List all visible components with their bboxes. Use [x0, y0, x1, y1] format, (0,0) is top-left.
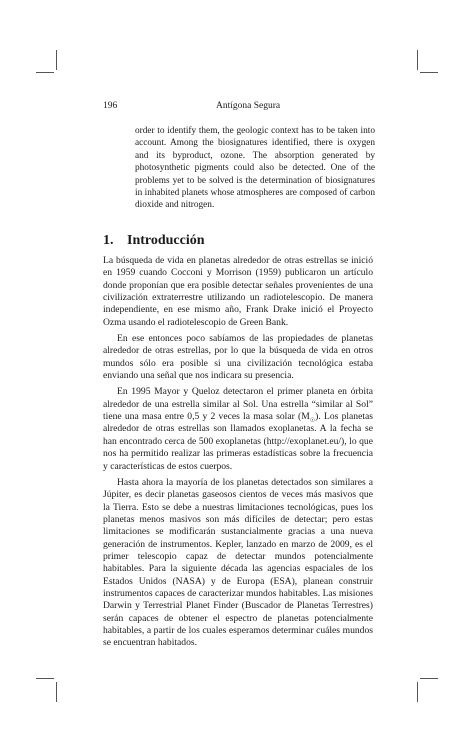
- crop-mark: [420, 678, 438, 679]
- crop-mark: [56, 682, 57, 702]
- body-text: [103, 255, 373, 654]
- paragraph: [103, 386, 373, 472]
- crop-mark: [56, 50, 57, 70]
- abstract-text: order to identify them, the geologic context has to be taken into account. Among the biosignatures identified, there is oxygen and its byproduct, ozone. The absorption generated by photosynthetic pigments could also be detected. One of the problems yet to be solved is the determination of biosignatures in inhabited planets whose atmospheres are composed of carbon dioxide and nitrogen.: [135, 126, 375, 211]
- section-title: Introducción: [127, 233, 205, 248]
- running-head-author: Antígona Segura: [216, 101, 281, 111]
- paragraph-text: En 1995 Mayor y Queloz detectaron el primer planeta en órbita alrededor de una estrella similar al Sol. Una estrella “similar al Sol” tiene una masa entre 0,5 y 2 veces la masa solar (M: [103, 386, 373, 423]
- crop-mark: [417, 50, 418, 70]
- paragraph: La búsqueda de vida en planetas alrededor de otras estrellas se inició en 1959 cuando Cocconi y Morrison (1959) publicaron un artículo donde proponían que era posible detectar señales provenientes de una civilización extraterrestre utilizando un radiotelescopio. De manera independiente, en ese mismo año, Frank Drake inició el Proyecto Ozma usando el radiotelescopio de Green Bank.: [103, 255, 373, 328]
- crop-mark: [36, 72, 54, 73]
- paragraph-text: ). Los planetas alrededor de otras estrellas son llamados exoplanetas. A la fecha se han encontrado cerca de 500 exoplanetas (http://exoplanet.eu/), lo que nos ha permitido realizar las primeras estadísticas sobre la frecuencia y características de estos cuerpos.: [103, 411, 374, 472]
- section-heading: [103, 233, 205, 249]
- paragraph: En ese entonces poco sabíamos de las propiedades de planetas alrededor de otras estrellas, por lo que la búsqueda de vida en otros mundos sólo era posible si una civilización tecnológica estaba enviando una señal que nos indicara su presencia.: [103, 333, 373, 382]
- section-number: 1.: [103, 233, 114, 248]
- crop-mark: [36, 678, 54, 679]
- crop-mark: [420, 72, 438, 73]
- paragraph: Hasta ahora la mayoría de los planetas detectados son similares a Júpiter, es decir planetas gaseosos cientos de veces más masivos que la Tierra. Esto se debe a nuestras limitaciones tecnológicas, pues los planetas menos masivos son más difíciles de detectar; pero estas limitaciones se modificarán sustancialmente gracias a una nueva generación de instrumentos. Kepler, lanzado en marzo de 2009, es el primer telescopio capaz de detectar mundos potencialmente habitables. Para la siguiente década las agencias espaciales de los Estados Unidos (NASA) y de Europa (ESA), planean construir instrumentos capaces de caracterizar mundos habitables. Las misiones Darwin y Terrestrial Planet Finder (Buscador de Planetas Terrestres) serán capaces de obtener el espectro de planetas potencialmente habitables, a partir de los cuales esperamos determinar cuáles mundos se encuentran habitados.: [103, 476, 373, 649]
- crop-mark: [417, 682, 418, 702]
- page-number: 196: [103, 101, 118, 111]
- solar-mass-subscript: ☉: [309, 418, 316, 425]
